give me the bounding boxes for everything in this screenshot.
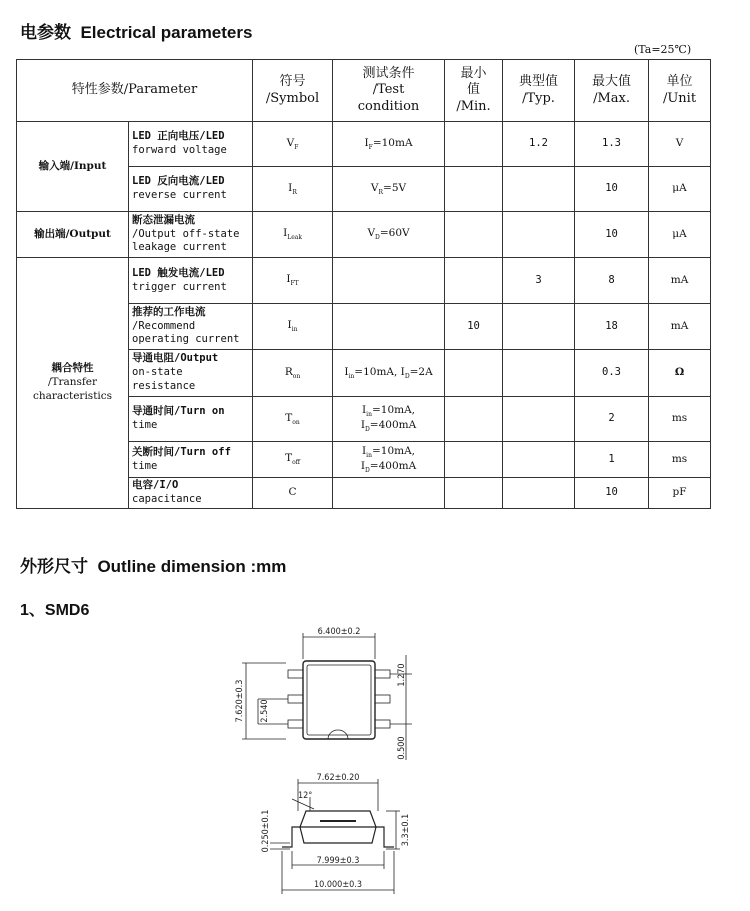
row-max: 8: [575, 258, 649, 304]
lead-right: [376, 827, 394, 847]
row-unit: ms: [649, 442, 711, 478]
dim-body-width: 7.62±0.20: [316, 773, 360, 783]
row-typ: [503, 397, 575, 442]
row-max: 1.3: [575, 122, 649, 167]
subsection-title: 1、SMD6: [20, 602, 90, 619]
group-input: 输入端/Input: [17, 122, 129, 212]
row-min: [445, 350, 503, 397]
group-output: 输出端/Output: [17, 212, 129, 258]
row-min: [445, 442, 503, 478]
row-unit: ms: [649, 397, 711, 442]
row-typ: [503, 478, 575, 509]
section-title-electrical: [20, 18, 252, 43]
row-typ: [503, 212, 575, 258]
row-typ: 3: [503, 258, 575, 304]
row-description: 导通电阻/Output on-state resistance: [129, 350, 253, 397]
header-parameter: 特性参数/Parameter: [17, 60, 253, 122]
pin-left-2: [288, 695, 303, 703]
section-title-cn: 外形尺寸: [20, 557, 88, 576]
row-min: [445, 397, 503, 442]
pin-right-1: [375, 670, 390, 678]
row-description: 推荐的工作电流 /Recommend operating current: [129, 304, 253, 350]
row-typ: [503, 167, 575, 212]
section-title-en: Electrical parameters: [80, 23, 253, 42]
parameters-table: [16, 59, 711, 509]
row-condition: $I_{in}=10mA$, $I_D=2A$: [333, 350, 445, 397]
row-unit: mA: [649, 304, 711, 350]
row-description: LED 触发电流/LED trigger current: [129, 258, 253, 304]
dim-lead-thickness: 0.250±0.1: [261, 809, 271, 853]
row-max: 0.3: [575, 350, 649, 397]
dim-height: 7.620±0.3: [235, 679, 245, 723]
side-body-top: [300, 811, 376, 827]
row-min: [445, 258, 503, 304]
row-min: [445, 212, 503, 258]
row-typ: [503, 442, 575, 478]
header-max: 最大值 /Max.: [575, 60, 649, 122]
row-condition: $V_D=60V$: [333, 212, 445, 258]
dim-total-width: 10.000±0.3: [314, 880, 362, 890]
ambient-condition: (Ta=25℃): [634, 43, 692, 56]
row-typ: [503, 304, 575, 350]
header-unit: 单位 /Unit: [649, 60, 711, 122]
row-condition: $V_R=5V$: [333, 167, 445, 212]
header-test-condition: 测试条件 /Test condition: [333, 60, 445, 122]
section-title-cn: 电参数: [20, 23, 71, 42]
row-unit: mA: [649, 258, 711, 304]
row-symbol: $I_R$: [253, 167, 333, 212]
row-typ: [503, 350, 575, 397]
row-symbol: $I_{Leak}$: [253, 212, 333, 258]
row-description: 关断时间/Turn off time: [129, 442, 253, 478]
row-description: 电容/I/O capacitance: [129, 478, 253, 509]
row-max: 18: [575, 304, 649, 350]
row-min: [445, 122, 503, 167]
table-row: [17, 122, 711, 167]
row-unit: μA: [649, 212, 711, 258]
row-unit: Ω: [649, 350, 711, 397]
section-title-outline: [20, 552, 286, 577]
row-condition: $I_{in}=10mA$, $I_D=400mA$: [333, 397, 445, 442]
row-symbol: C: [253, 478, 333, 509]
row-description: 断态泄漏电流 /Output off-state leakage current: [129, 212, 253, 258]
row-unit: V: [649, 122, 711, 167]
row-typ: 1.2: [503, 122, 575, 167]
row-min: 10: [445, 304, 503, 350]
row-condition: $I_{in}=10mA$, $I_D=400mA$: [333, 442, 445, 478]
pin-right-2: [375, 695, 390, 703]
group-transfer: 耦合特性 /Transfer characteristics: [17, 258, 129, 509]
header-typ: 典型值 /Typ.: [503, 60, 575, 122]
row-description: 导通时间/Turn on time: [129, 397, 253, 442]
row-condition: [333, 258, 445, 304]
row-min: [445, 167, 503, 212]
package-body: [303, 661, 375, 739]
table-header-row: [17, 60, 711, 122]
pin-right-3: [375, 720, 390, 728]
table-row: [17, 258, 711, 304]
row-max: 1: [575, 442, 649, 478]
row-condition: $I_F=10mA$: [333, 122, 445, 167]
row-condition: [333, 478, 445, 509]
dim-pin-gap: 0.500: [397, 736, 407, 760]
table-row: [17, 212, 711, 258]
row-symbol: $I_{FT}$: [253, 258, 333, 304]
row-condition: [333, 304, 445, 350]
row-symbol: $R_{on}$: [253, 350, 333, 397]
dim-lead-span: 7.999±0.3: [316, 856, 360, 866]
row-min: [445, 478, 503, 509]
row-max: 10: [575, 212, 649, 258]
dim-body-height: 3.3±0.1: [401, 813, 411, 847]
pin-left-3: [288, 720, 303, 728]
dim-angle: 12°: [298, 791, 313, 801]
section-title-en: Outline dimension :mm: [97, 557, 287, 576]
header-symbol: 符号 /Symbol: [253, 60, 333, 122]
row-symbol: $T_{on}$: [253, 397, 333, 442]
dim-pin-width: 1.270: [397, 663, 407, 687]
row-max: 10: [575, 167, 649, 212]
row-symbol: $I_{in}$: [253, 304, 333, 350]
row-symbol: $V_F$: [253, 122, 333, 167]
row-max: 10: [575, 478, 649, 509]
row-unit: pF: [649, 478, 711, 509]
dim-pitch: 2.540: [260, 699, 270, 723]
pin1-notch: [328, 730, 348, 739]
outline-drawing: [200, 615, 430, 900]
row-description: LED 反向电流/LED reverse current: [129, 167, 253, 212]
row-unit: μA: [649, 167, 711, 212]
row-symbol: $T_{off}$: [253, 442, 333, 478]
lead-left: [282, 827, 300, 847]
header-min: 最小 值 /Min.: [445, 60, 503, 122]
pin-left-1: [288, 670, 303, 678]
dim-top-width: 6.400±0.2: [317, 627, 361, 637]
row-description: LED 正向电压/LED forward voltage: [129, 122, 253, 167]
row-max: 2: [575, 397, 649, 442]
